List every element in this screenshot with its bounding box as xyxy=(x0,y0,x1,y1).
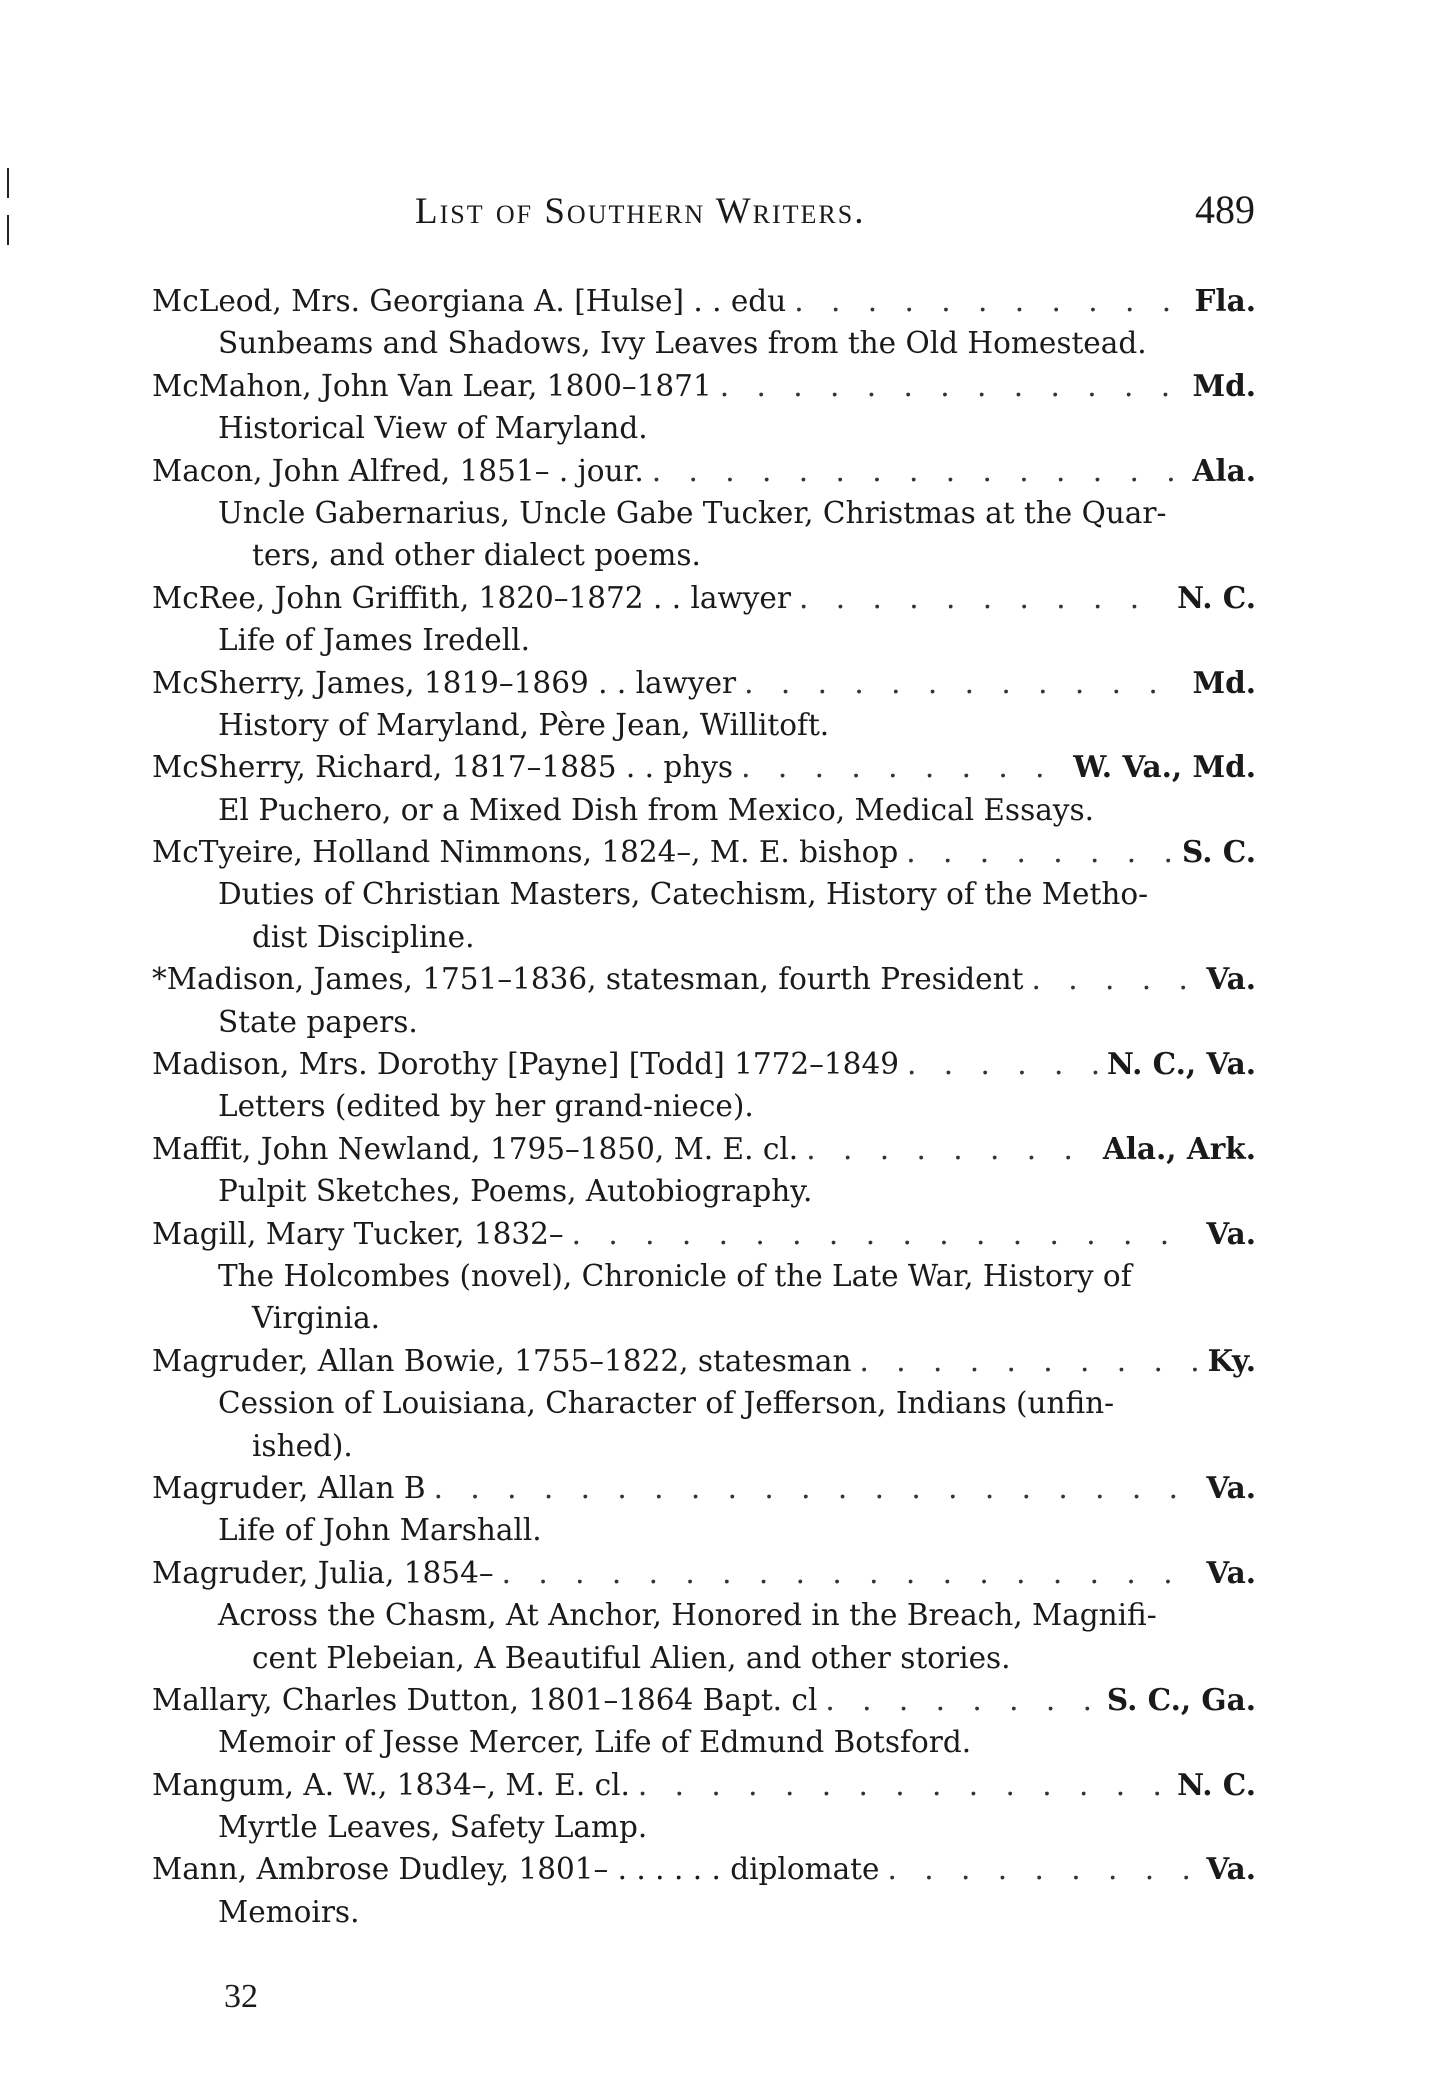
entry-heading-line xyxy=(152,1340,1256,1382)
works-line: Memoirs. xyxy=(218,1894,360,1929)
writer-name: McSherry, Richard, 1817–1885 . . phys xyxy=(152,750,734,785)
writer-entry xyxy=(152,662,1256,747)
dot-leader xyxy=(887,1848,1198,1890)
writer-name: *Madison, James, 1751–1836, statesman, fourth President xyxy=(152,962,1024,997)
works-line: cent Plebeian, A Beautiful Alien, and other stories. xyxy=(252,1640,1011,1675)
works-line: State papers. xyxy=(218,1004,418,1039)
writer-entry xyxy=(152,450,1256,577)
signature-mark: 32 xyxy=(224,1978,258,2015)
writer-works xyxy=(152,1255,1256,1340)
dot-leader xyxy=(859,1340,1199,1382)
writer-name: McLeod, Mrs. Georgiana A. [Hulse] . . edu xyxy=(152,284,787,318)
works-line: Pulpit Sketches, Poems, Autobiography. xyxy=(218,1174,813,1209)
dot-leader xyxy=(652,450,1185,492)
writer-entry xyxy=(152,1848,1256,1933)
writer-state: N. C. xyxy=(1177,579,1256,615)
dot-leader xyxy=(799,577,1169,619)
entry-heading-line xyxy=(152,831,1256,873)
dot-leader xyxy=(638,1764,1169,1806)
writer-list xyxy=(152,280,1256,1933)
writer-entry xyxy=(152,1340,1256,1467)
writer-name: McTyeire, Holland Nimmons, 1824–, M. E. bishop xyxy=(152,835,899,870)
writer-works xyxy=(152,322,1256,364)
works-line: Uncle Gabernarius, Uncle Gabe Tucker, Christmas at the Quar- xyxy=(218,495,1167,530)
writer-name: Magruder, Julia, 1854– xyxy=(152,1555,494,1590)
dot-leader xyxy=(434,1467,1199,1509)
works-line: The Holcombes (novel), Chronicle of the Late War, History of xyxy=(218,1258,1132,1293)
writer-name: Magruder, Allan B xyxy=(152,1470,426,1505)
works-line: Virginia. xyxy=(252,1301,381,1336)
works-line: Across the Chasm, At Anchor, Honored in the Breach, Magnifi- xyxy=(218,1598,1157,1633)
dot-leader xyxy=(806,1128,1095,1170)
works-line: Duties of Christian Masters, Catechism, History of the Metho- xyxy=(218,877,1149,912)
entry-heading-line xyxy=(152,365,1256,407)
scan-edge-mark xyxy=(7,168,9,198)
writer-works xyxy=(152,619,1256,661)
writer-works xyxy=(152,1721,1256,1763)
writer-works xyxy=(152,1594,1256,1679)
entry-heading-line xyxy=(152,1213,1256,1255)
writer-name: McRee, John Griffith, 1820–1872 . . lawyer xyxy=(152,580,791,615)
works-line: Memoir of Jesse Mercer, Life of Edmund Botsford. xyxy=(218,1725,972,1760)
running-header xyxy=(415,187,1255,240)
writer-works xyxy=(152,1170,1256,1212)
dot-leader xyxy=(502,1552,1199,1594)
dot-leader xyxy=(1031,958,1198,1000)
writer-state: S. C., Ga. xyxy=(1106,1681,1256,1717)
dot-leader xyxy=(906,831,1174,873)
writer-works xyxy=(152,1806,1256,1848)
works-line: Life of James Iredell. xyxy=(218,623,530,658)
entry-heading-line xyxy=(152,1552,1256,1594)
writer-state: Ala. xyxy=(1192,452,1256,488)
entry-heading-line xyxy=(152,1848,1256,1890)
writer-entry xyxy=(152,1679,1256,1764)
writer-state: N. C. xyxy=(1177,1766,1256,1802)
writer-state: Fla. xyxy=(1194,283,1256,318)
writer-entry xyxy=(152,365,1256,450)
writer-entry xyxy=(152,1552,1256,1679)
writer-works xyxy=(152,407,1256,449)
writer-state: W. Va., Md. xyxy=(1073,749,1256,785)
writer-name: Mangum, A. W., 1834–, M. E. cl. xyxy=(152,1767,630,1802)
works-line: Letters (edited by her grand-niece). xyxy=(218,1089,754,1124)
page-number: 489 xyxy=(1195,187,1255,232)
writer-state: Md. xyxy=(1192,664,1256,700)
works-line: dist Discipline. xyxy=(252,919,475,954)
dot-leader xyxy=(907,1043,1099,1085)
works-line: History of Maryland, Père Jean, Willitoft. xyxy=(218,707,830,742)
writer-name: Macon, John Alfred, 1851– . jour. xyxy=(152,453,644,488)
writer-entry xyxy=(152,1128,1256,1213)
writer-entry xyxy=(152,958,1256,1043)
entry-heading-line xyxy=(152,662,1256,704)
writer-name: McSherry, James, 1819–1869 . . lawyer xyxy=(152,665,737,700)
running-title: List of Southern Writers. xyxy=(415,191,866,232)
dot-leader xyxy=(741,746,1065,788)
works-line: ters, and other dialect poems. xyxy=(252,538,701,573)
works-line: Historical View of Maryland. xyxy=(218,411,648,446)
writer-entry xyxy=(152,577,1256,662)
works-line: Sunbeams and Shadows, Ivy Leaves from the Old Homestead. xyxy=(218,326,1147,361)
writer-name: Mann, Ambrose Dudley, 1801– . . . . . . diplomate xyxy=(152,1852,880,1887)
entry-heading-line xyxy=(152,450,1256,492)
writer-entry xyxy=(152,1467,1256,1552)
writer-state: Va. xyxy=(1206,961,1256,997)
writer-entry xyxy=(152,746,1256,831)
entry-heading-line xyxy=(152,280,1256,322)
writer-works xyxy=(152,873,1256,958)
dot-leader xyxy=(720,365,1185,407)
writer-works xyxy=(152,1085,1256,1127)
writer-name: Maffit, John Newland, 1795–1850, M. E. cl. xyxy=(152,1131,799,1166)
writer-works xyxy=(152,1509,1256,1551)
writer-name: McMahon, John Van Lear, 1800–1871 xyxy=(152,368,712,403)
works-line: ished). xyxy=(252,1428,353,1463)
works-line: Cession of Louisiana, Character of Jefferson, Indians (unfin- xyxy=(218,1386,1115,1421)
entry-heading-line xyxy=(152,1043,1256,1085)
writer-name: Magill, Mary Tucker, 1832– xyxy=(152,1216,564,1251)
writer-state: Va. xyxy=(1206,1469,1256,1505)
entry-heading-line xyxy=(152,577,1256,619)
entry-heading-line xyxy=(152,1764,1256,1806)
dot-leader xyxy=(744,662,1184,704)
works-line: Myrtle Leaves, Safety Lamp. xyxy=(218,1810,648,1845)
writer-state: Ky. xyxy=(1207,1342,1256,1378)
writer-works xyxy=(152,1001,1256,1043)
writer-name: Magruder, Allan Bowie, 1755–1822, statesman xyxy=(152,1343,852,1378)
entry-heading-line xyxy=(152,1679,1256,1721)
writer-entry xyxy=(152,831,1256,958)
writer-state: N. C., Va. xyxy=(1107,1046,1256,1082)
writer-entry xyxy=(152,280,1256,365)
scan-edge-mark xyxy=(7,215,9,245)
writer-works xyxy=(152,1382,1256,1467)
writer-entry xyxy=(152,1043,1256,1128)
writer-state: Md. xyxy=(1192,367,1256,403)
writer-state: S. C. xyxy=(1181,834,1256,870)
writer-state: Ala., Ark. xyxy=(1102,1130,1256,1166)
entry-heading-line xyxy=(152,1467,1256,1509)
works-line: El Puchero, or a Mixed Dish from Mexico, Medical Essays. xyxy=(218,792,1094,827)
entry-heading-line xyxy=(152,958,1256,1000)
writer-name: Mallary, Charles Dutton, 1801–1864 Bapt. cl xyxy=(152,1682,818,1717)
writer-entry xyxy=(152,1764,1256,1849)
writer-state: Va. xyxy=(1206,1554,1256,1590)
writer-works xyxy=(152,704,1256,746)
writer-state: Va. xyxy=(1206,1851,1256,1887)
entry-heading-line xyxy=(152,746,1256,788)
writer-works xyxy=(152,789,1256,831)
dot-leader xyxy=(794,280,1186,322)
works-line: Life of John Marshall. xyxy=(218,1513,542,1548)
dot-leader xyxy=(825,1679,1098,1721)
writer-state: Va. xyxy=(1206,1215,1256,1251)
dot-leader xyxy=(572,1213,1199,1255)
writer-name: Madison, Mrs. Dorothy [Payne] [Todd] 1772–1849 xyxy=(152,1047,899,1082)
entry-heading-line xyxy=(152,1128,1256,1170)
writer-works xyxy=(152,1891,1256,1933)
writer-works xyxy=(152,492,1256,577)
writer-entry xyxy=(152,1213,1256,1340)
